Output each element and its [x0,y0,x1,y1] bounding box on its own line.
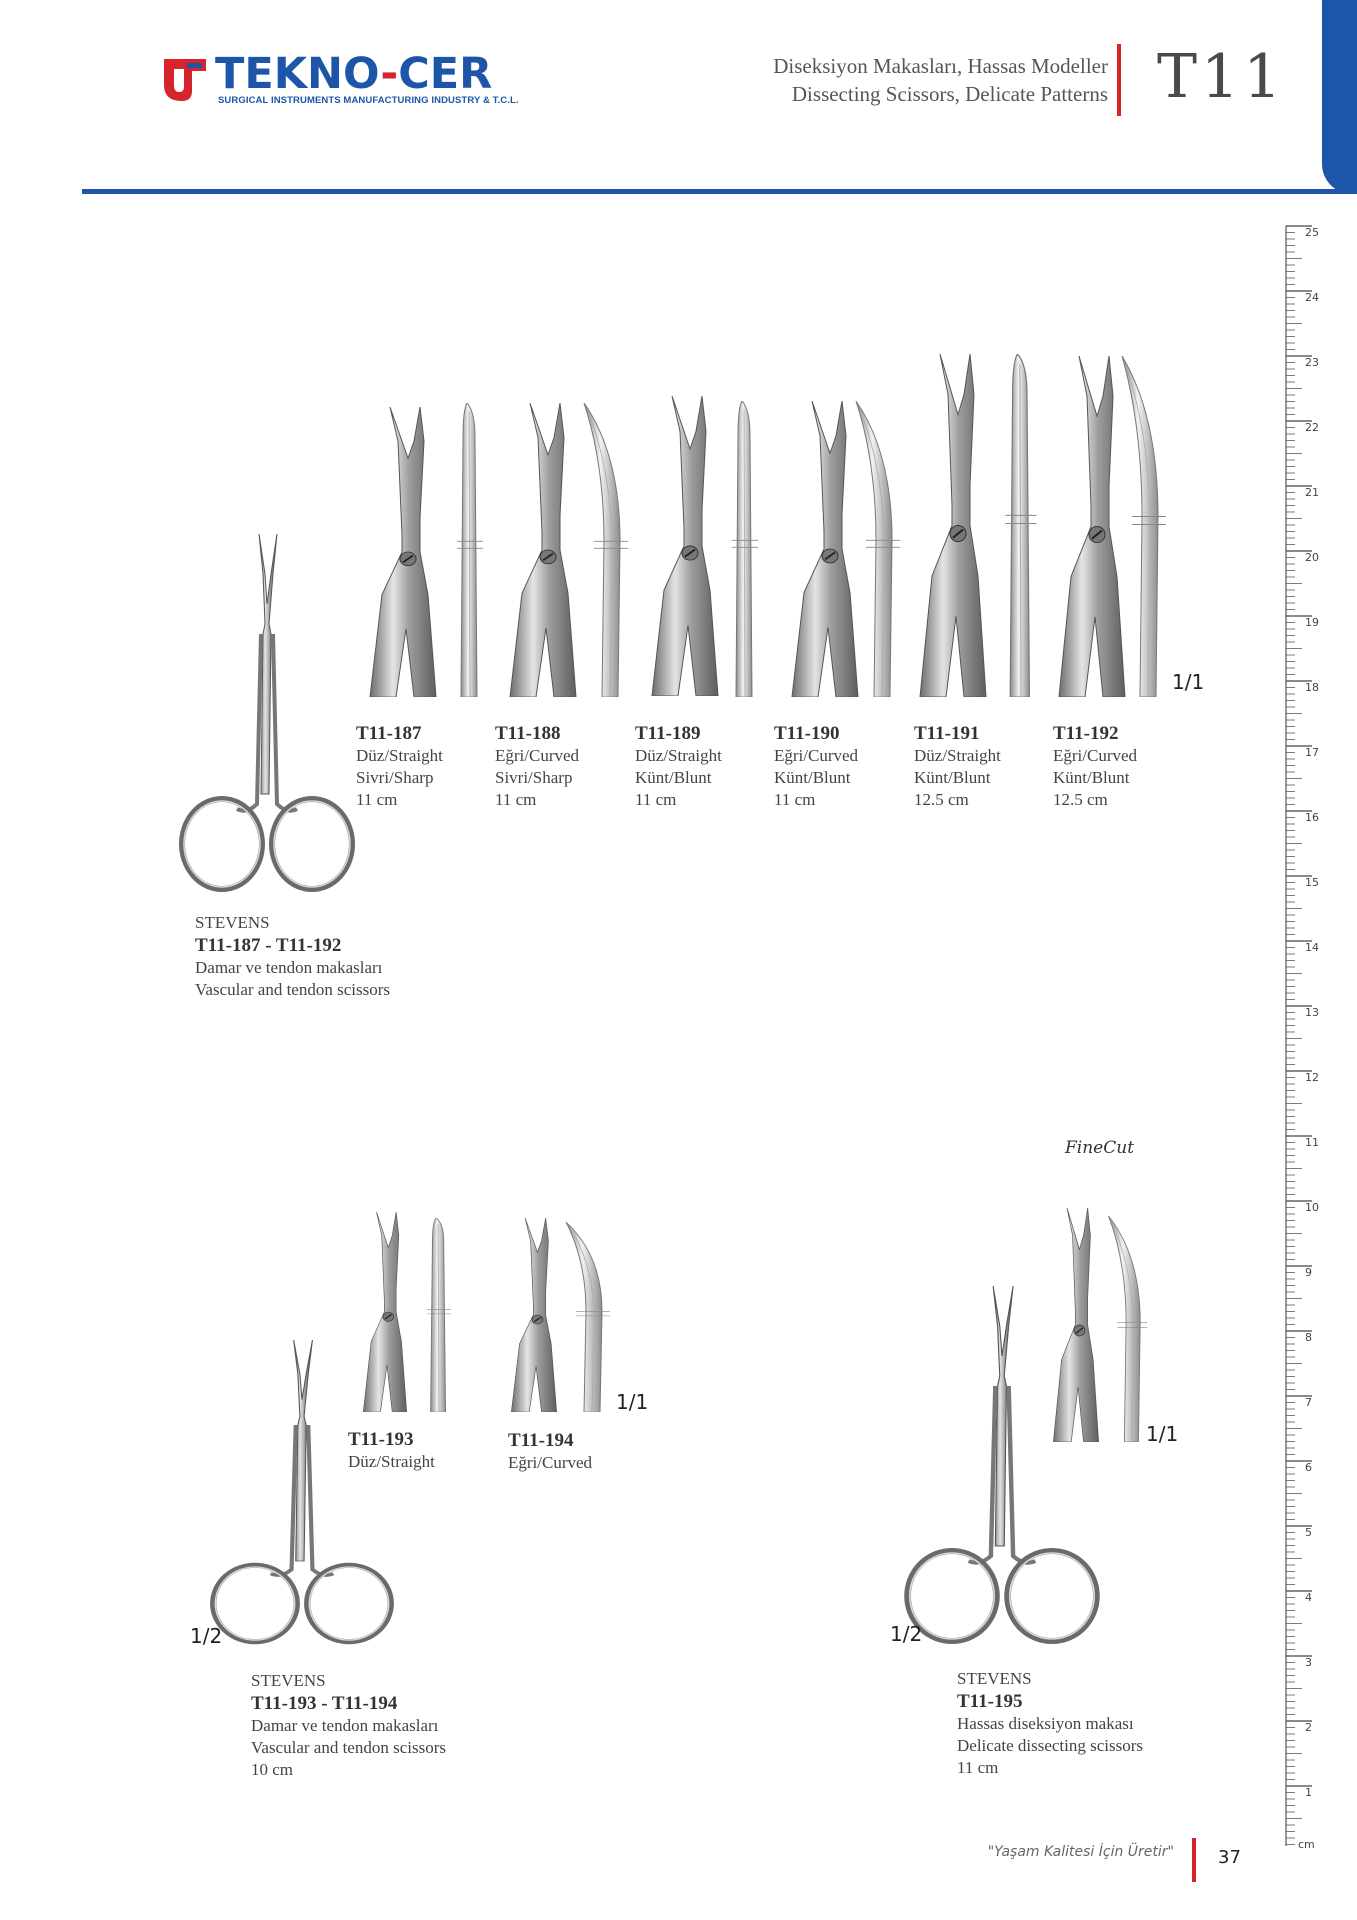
t11-195-side-image [1105,1216,1149,1442]
brand-logo-icon [160,55,210,105]
t11-189-side-image [730,401,760,697]
ruler-label: 18 [1305,681,1319,694]
product-tip: Künt/Blunt [914,768,991,787]
product-length: 12.5 cm [1053,790,1108,809]
ruler-label: 5 [1305,1526,1312,1539]
t11-190-front-image [790,401,860,697]
t11-187-front-image [368,407,438,697]
ruler-label: 11 [1305,1136,1319,1149]
product-t11-189 [635,722,722,811]
ruler-label: 20 [1305,551,1319,564]
header-rule [82,189,1357,194]
product-shape: Düz/Straight [348,1452,435,1471]
ruler-label: 7 [1305,1396,1312,1409]
group3-scale-detail: 1/1 [1146,1422,1179,1446]
product-length: 11 cm [774,790,816,809]
t11-192-front-image [1057,356,1127,697]
product-code: T11-193 [348,1429,414,1450]
product-tip: Künt/Blunt [1053,768,1130,787]
ruler-label: 16 [1305,811,1319,824]
t11-192-side-image [1118,356,1168,697]
t11-195-full-scissor-image [902,1286,1102,1646]
t11-194-front-image [510,1218,558,1412]
product-t11-187 [356,722,443,811]
product-shape: Düz/Straight [635,746,722,765]
title-tr: Diseksiyon Makasları, Hassas Modeller [773,54,1108,78]
product-length: 11 cm [635,790,677,809]
caption-desc-tr: Damar ve tendon makasları [251,1716,439,1735]
caption-desc-tr: Hassas diseksiyon makası [957,1714,1134,1733]
t11-189-front-image [650,396,720,696]
product-t11-190 [774,722,858,811]
brand-subtitle: SURGICAL INSTRUMENTS MANUFACTURING INDUSTRY & T.C.L. [218,95,519,106]
ruler-label: 1 [1305,1786,1312,1799]
t11-188-side-image [580,403,630,697]
product-t11-192 [1053,722,1137,811]
caption-brand: STEVENS [195,913,270,932]
footer-divider [1192,1838,1196,1882]
product-shape: Eğri/Curved [495,746,580,765]
group1-caption [195,912,390,1001]
caption-brand: STEVENS [957,1669,1032,1688]
title-en: Dissecting Scissors, Delicate Patterns [791,82,1108,106]
ruler-label: 19 [1305,616,1319,629]
header-divider [1117,44,1121,116]
t11-188-front-image [508,403,578,697]
product-tip: Sivri/Sharp [356,768,434,787]
header-corner-accent [1322,0,1357,194]
caption-length: 10 cm [251,1760,294,1779]
caption-desc-en: Vascular and tendon scissors [195,980,390,999]
t11-191-side-image [1003,354,1039,697]
ruler-label: 4 [1305,1591,1312,1604]
ruler-label: 10 [1305,1201,1319,1214]
product-shape: Eğri/Curved [774,746,859,765]
ruler-label: 13 [1305,1006,1319,1019]
caption-range: T11-193 - T11-194 [251,1693,398,1714]
product-shape: Düz/Straight [356,746,443,765]
group2-scale-full: 1/2 [190,1624,223,1648]
ruler-label: 22 [1305,421,1319,434]
ruler-label: 6 [1305,1461,1312,1474]
product-shape: Düz/Straight [914,746,1001,765]
group3-scale-full: 1/2 [890,1622,923,1646]
product-shape: Eğri/Curved [508,1453,593,1472]
caption-code: T11-195 [957,1691,1023,1712]
t11-193-full-scissor-image [208,1340,396,1646]
product-code: T11-192 [1053,723,1119,744]
group1-scale: 1/1 [1172,670,1205,694]
product-t11-188 [495,722,579,811]
product-code: T11-187 [356,723,422,744]
product-code: T11-189 [635,723,701,744]
group2-scale-detail: 1/1 [616,1390,649,1414]
ruler-label: 21 [1305,486,1319,499]
product-length: 11 cm [495,790,537,809]
caption-length: 11 cm [957,1758,999,1777]
ruler-label: 23 [1305,356,1319,369]
product-code: T11-190 [774,723,840,744]
t11-193-side-image [425,1218,453,1412]
ruler-label: 8 [1305,1331,1312,1344]
group2-caption [251,1670,446,1781]
product-tip: Sivri/Sharp [495,768,573,787]
section-code: T11 [1157,42,1286,112]
ruler-label: 17 [1305,746,1319,759]
group3-caption [957,1668,1143,1779]
product-code: T11-188 [495,723,561,744]
t11-194-side-image [562,1222,612,1412]
ruler-label: 25 [1305,226,1319,239]
ruler-label: 14 [1305,941,1319,954]
product-t11-194 [508,1429,592,1474]
page-number: 37 [1218,1847,1241,1868]
product-length: 12.5 cm [914,790,969,809]
product-tip: Künt/Blunt [774,768,851,787]
product-code: T11-191 [914,723,980,744]
ruler-label: 24 [1305,291,1319,304]
product-t11-191 [914,722,1001,811]
caption-desc-en: Delicate dissecting scissors [957,1736,1144,1755]
footer-slogan: "Yaşam Kalitesi İçin Üretir" [987,1844,1174,1860]
finecut-label: FineCut [1065,1138,1135,1158]
stevens-full-scissor-image [172,534,362,894]
ruler-label: 15 [1305,876,1319,889]
caption-desc-en: Vascular and tendon scissors [251,1738,446,1757]
t11-190-side-image [852,401,902,697]
caption-desc-tr: Damar ve tendon makasları [195,958,383,977]
product-code: T11-194 [508,1430,574,1451]
ruler-label: 12 [1305,1071,1319,1084]
t11-191-front-image [918,354,988,697]
ruler-label: 2 [1305,1721,1312,1734]
caption-brand: STEVENS [251,1671,326,1690]
ruler-label: 3 [1305,1656,1312,1669]
product-shape: Eğri/Curved [1053,746,1138,765]
page-title [690,52,1108,108]
product-length: 11 cm [356,790,398,809]
ruler-unit: cm [1298,1838,1315,1851]
caption-range: T11-187 - T11-192 [195,935,342,956]
t11-187-side-image [455,403,485,697]
product-tip: Künt/Blunt [635,768,712,787]
ruler-label: 9 [1305,1266,1312,1279]
cm-ruler [1284,214,1324,1846]
brand-name: TEKNO-CER [215,49,493,99]
